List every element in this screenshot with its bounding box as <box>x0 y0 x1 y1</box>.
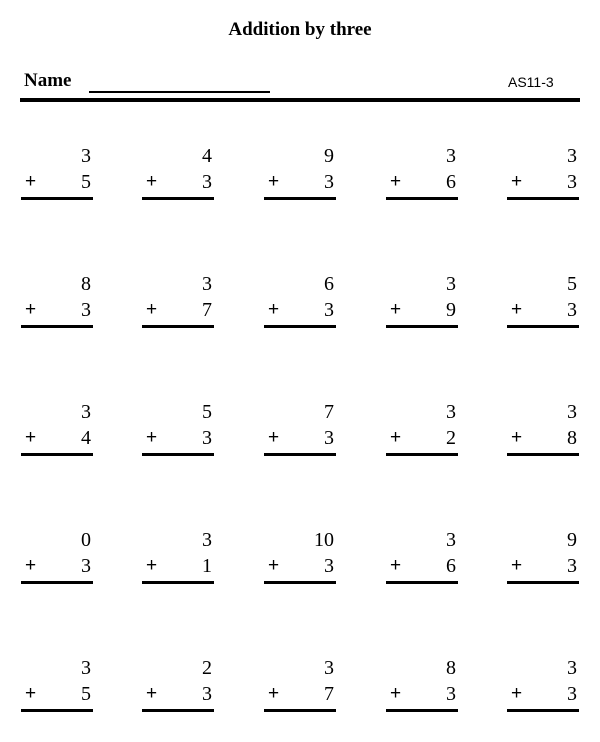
answer-line <box>142 709 214 712</box>
plus-sign: + <box>511 299 523 320</box>
name-label: Name <box>24 70 72 91</box>
problem-top-number: 0 <box>81 529 91 551</box>
problem-top-number: 3 <box>324 657 334 679</box>
addition-problem <box>142 145 214 205</box>
plus-sign: + <box>25 555 37 576</box>
answer-line <box>142 453 214 456</box>
addition-problem <box>507 401 579 461</box>
problem-bottom-number: 3 <box>567 299 577 321</box>
plus-sign: + <box>25 171 37 192</box>
problem-top-number: 5 <box>202 401 212 423</box>
problem-bottom-number: 3 <box>202 427 212 449</box>
problem-bottom-number: 6 <box>446 555 456 577</box>
problem-top-number: 7 <box>324 401 334 423</box>
problem-top-number: 8 <box>81 273 91 295</box>
answer-line <box>21 709 93 712</box>
answer-line <box>142 197 214 200</box>
addition-problem <box>386 145 458 205</box>
plus-sign: + <box>268 683 280 704</box>
plus-sign: + <box>511 683 523 704</box>
addition-problem <box>264 529 336 589</box>
plus-sign: + <box>146 427 158 448</box>
problem-bottom-number: 3 <box>81 299 91 321</box>
plus-sign: + <box>390 683 402 704</box>
plus-sign: + <box>25 427 37 448</box>
problem-top-number: 3 <box>567 401 577 423</box>
plus-sign: + <box>390 171 402 192</box>
addition-problem <box>264 145 336 205</box>
problem-bottom-number: 3 <box>567 683 577 705</box>
problem-bottom-number: 8 <box>567 427 577 449</box>
answer-line <box>386 709 458 712</box>
answer-line <box>21 453 93 456</box>
problem-bottom-number: 5 <box>81 171 91 193</box>
addition-problem <box>142 273 214 333</box>
plus-sign: + <box>146 171 158 192</box>
answer-line <box>507 581 579 584</box>
plus-sign: + <box>268 299 280 320</box>
problem-top-number: 2 <box>202 657 212 679</box>
plus-sign: + <box>146 683 158 704</box>
problem-bottom-number: 3 <box>324 427 334 449</box>
problem-top-number: 3 <box>446 273 456 295</box>
addition-problem <box>21 401 93 461</box>
problem-bottom-number: 3 <box>202 683 212 705</box>
addition-problem <box>264 273 336 333</box>
addition-problem <box>507 657 579 717</box>
plus-sign: + <box>390 299 402 320</box>
answer-line <box>264 197 336 200</box>
addition-problem <box>386 657 458 717</box>
problem-top-number: 3 <box>567 657 577 679</box>
problem-top-number: 3 <box>446 401 456 423</box>
addition-problem <box>21 145 93 205</box>
addition-problem <box>21 657 93 717</box>
addition-problem <box>386 273 458 333</box>
problem-top-number: 3 <box>446 145 456 167</box>
problem-top-number: 3 <box>202 273 212 295</box>
answer-line <box>507 325 579 328</box>
plus-sign: + <box>146 299 158 320</box>
problem-top-number: 8 <box>446 657 456 679</box>
problem-top-number: 9 <box>567 529 577 551</box>
answer-line <box>386 325 458 328</box>
problem-top-number: 6 <box>324 273 334 295</box>
addition-problem <box>142 401 214 461</box>
problem-top-number: 10 <box>314 529 334 551</box>
answer-line <box>264 581 336 584</box>
addition-problem <box>507 273 579 333</box>
addition-problem <box>21 529 93 589</box>
problem-bottom-number: 1 <box>202 555 212 577</box>
problem-bottom-number: 3 <box>446 683 456 705</box>
addition-problem <box>386 529 458 589</box>
addition-problem <box>142 657 214 717</box>
addition-problem <box>21 273 93 333</box>
addition-problem <box>507 145 579 205</box>
addition-problem <box>264 657 336 717</box>
plus-sign: + <box>390 427 402 448</box>
answer-line <box>386 197 458 200</box>
problem-top-number: 3 <box>81 145 91 167</box>
addition-problem <box>507 529 579 589</box>
answer-line <box>507 709 579 712</box>
problem-top-number: 3 <box>81 401 91 423</box>
problem-bottom-number: 3 <box>567 555 577 577</box>
addition-problem <box>386 401 458 461</box>
problem-top-number: 3 <box>446 529 456 551</box>
answer-line <box>264 453 336 456</box>
problem-top-number: 5 <box>567 273 577 295</box>
plus-sign: + <box>511 427 523 448</box>
answer-line <box>386 581 458 584</box>
plus-sign: + <box>25 683 37 704</box>
problem-top-number: 3 <box>202 529 212 551</box>
problem-bottom-number: 3 <box>567 171 577 193</box>
plus-sign: + <box>268 427 280 448</box>
answer-line <box>21 581 93 584</box>
problem-top-number: 3 <box>81 657 91 679</box>
problem-bottom-number: 7 <box>202 299 212 321</box>
problem-top-number: 9 <box>324 145 334 167</box>
answer-line <box>386 453 458 456</box>
plus-sign: + <box>511 171 523 192</box>
problem-bottom-number: 3 <box>324 555 334 577</box>
problem-bottom-number: 7 <box>324 683 334 705</box>
answer-line <box>21 325 93 328</box>
answer-line <box>507 453 579 456</box>
answer-line <box>142 325 214 328</box>
problem-bottom-number: 4 <box>81 427 91 449</box>
answer-line <box>264 709 336 712</box>
plus-sign: + <box>268 171 280 192</box>
answer-line <box>264 325 336 328</box>
problem-bottom-number: 2 <box>446 427 456 449</box>
addition-problem <box>142 529 214 589</box>
problem-top-number: 4 <box>202 145 212 167</box>
worksheet-title: Addition by three <box>228 19 372 40</box>
problem-bottom-number: 6 <box>446 171 456 193</box>
answer-line <box>507 197 579 200</box>
plus-sign: + <box>390 555 402 576</box>
worksheet-code: AS11-3 <box>508 74 554 90</box>
problem-bottom-number: 5 <box>81 683 91 705</box>
plus-sign: + <box>146 555 158 576</box>
problem-bottom-number: 9 <box>446 299 456 321</box>
plus-sign: + <box>268 555 280 576</box>
problem-bottom-number: 3 <box>324 299 334 321</box>
addition-problem <box>264 401 336 461</box>
problem-bottom-number: 3 <box>202 171 212 193</box>
plus-sign: + <box>25 299 37 320</box>
answer-line <box>142 581 214 584</box>
plus-sign: + <box>511 555 523 576</box>
answer-line <box>21 197 93 200</box>
problem-top-number: 3 <box>567 145 577 167</box>
problem-bottom-number: 3 <box>81 555 91 577</box>
problem-bottom-number: 3 <box>324 171 334 193</box>
